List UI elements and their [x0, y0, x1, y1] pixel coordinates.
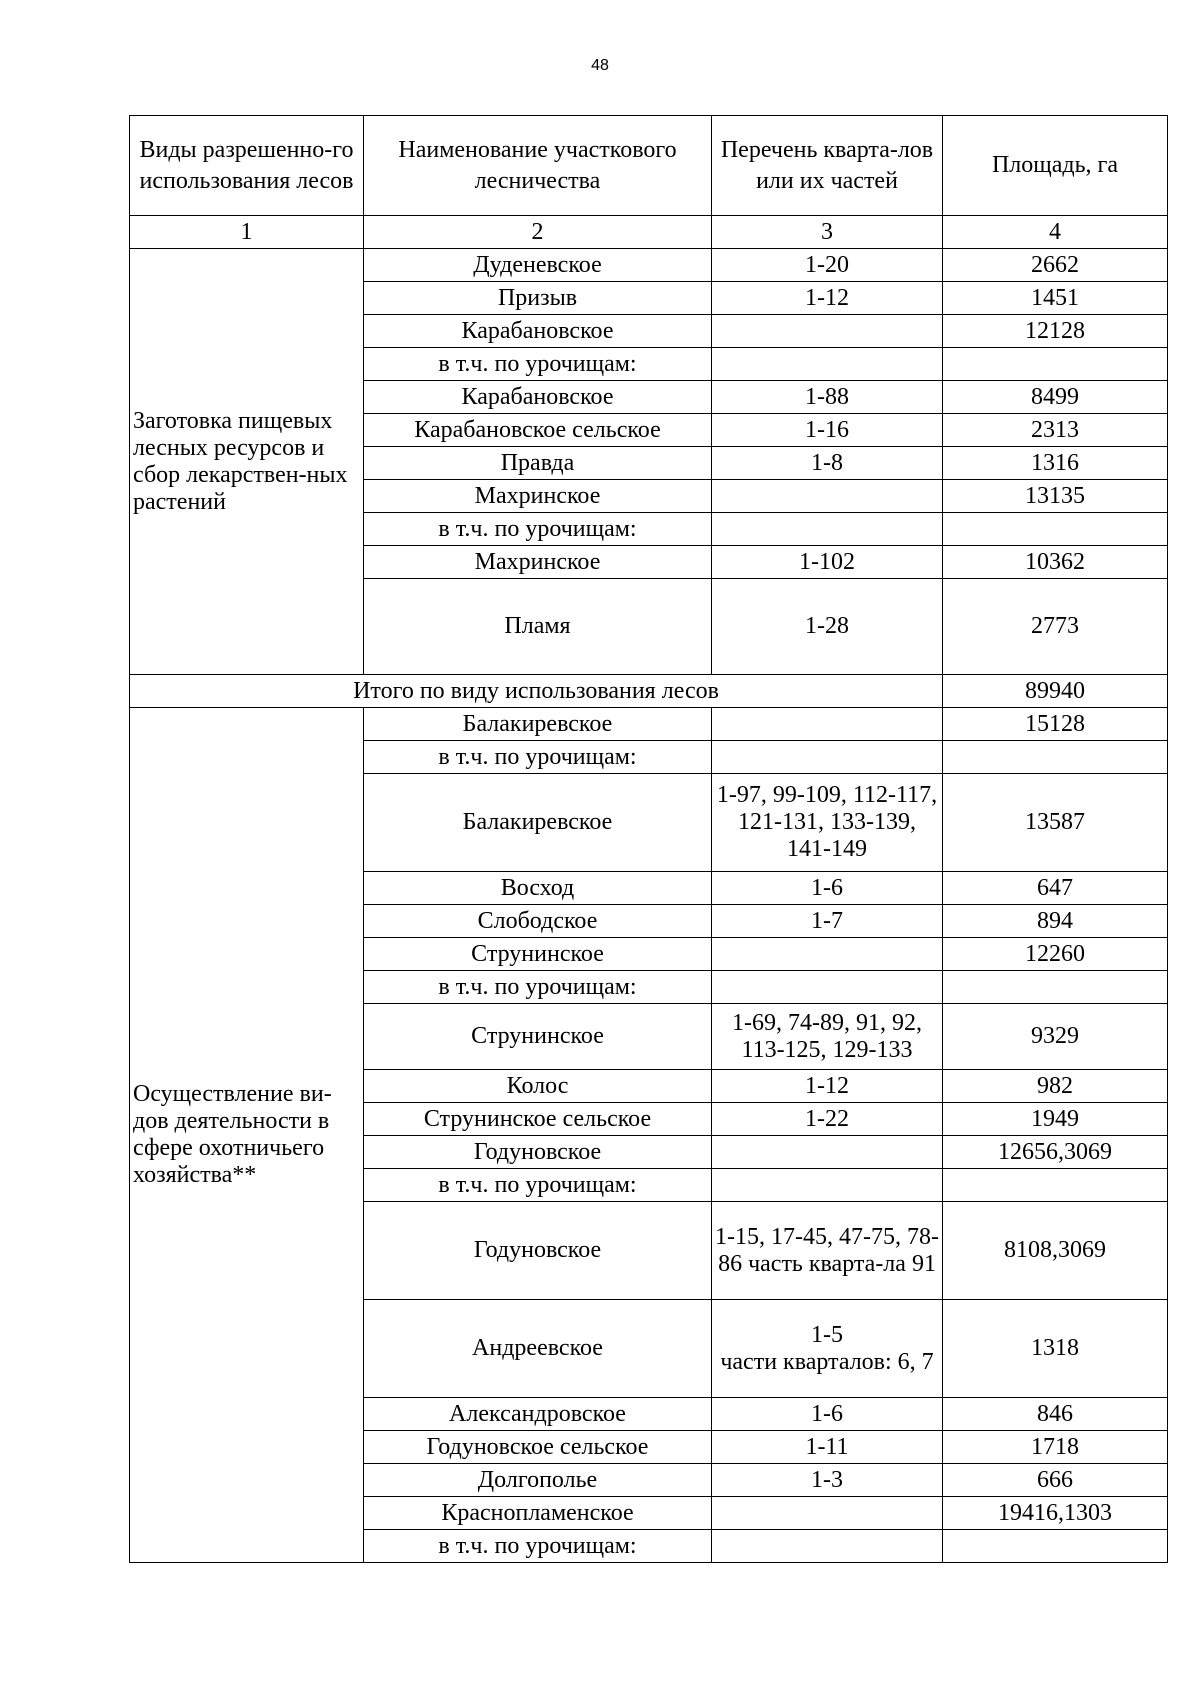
table-row: [130, 249, 1168, 282]
quarters: [712, 1497, 943, 1530]
column-number-row: [130, 216, 1168, 249]
quarters: [712, 513, 943, 546]
quarters: [712, 1530, 943, 1563]
forestry-name: Андреевское: [364, 1300, 712, 1398]
area: 15128: [943, 708, 1168, 741]
area: [943, 513, 1168, 546]
area: 12656,3069: [943, 1136, 1168, 1169]
quarters: 1-6: [712, 1398, 943, 1431]
area: 13135: [943, 480, 1168, 513]
quarters: 1-8: [712, 447, 943, 480]
quarters: 1-69, 74-89, 91, 92, 113-125, 129-133: [712, 1004, 943, 1070]
forestry-name: Махринское: [364, 546, 712, 579]
quarters: 1-15, 17-45, 47-75, 78-86 часть кварта-ла 91: [712, 1202, 943, 1300]
area: 982: [943, 1070, 1168, 1103]
quarters: 1-16: [712, 414, 943, 447]
forest-use-table: [129, 115, 1168, 1563]
forestry-name: Призыв: [364, 282, 712, 315]
forestry-name: Струнинское: [364, 938, 712, 971]
forestry-name: Александровское: [364, 1398, 712, 1431]
area: 2662: [943, 249, 1168, 282]
quarters: 1-3: [712, 1464, 943, 1497]
area: 846: [943, 1398, 1168, 1431]
quarters: [712, 971, 943, 1004]
area: 666: [943, 1464, 1168, 1497]
forestry-name: Балакиревское: [364, 774, 712, 872]
forestry-name: Правда: [364, 447, 712, 480]
area: 647: [943, 872, 1168, 905]
forestry-name: Карабановское сельское: [364, 414, 712, 447]
forestry-name: Пламя: [364, 579, 712, 675]
quarters: 1-28: [712, 579, 943, 675]
forestry-name: Восход: [364, 872, 712, 905]
area: 13587: [943, 774, 1168, 872]
quarters: 1-7: [712, 905, 943, 938]
page-number: 48: [591, 57, 609, 74]
forestry-name: Годуновское: [364, 1136, 712, 1169]
forestry-name: Махринское: [364, 480, 712, 513]
area: 1949: [943, 1103, 1168, 1136]
forestry-name: Краснопламенское: [364, 1497, 712, 1530]
area: 9329: [943, 1004, 1168, 1070]
quarters: 1-22: [712, 1103, 943, 1136]
quarters: [712, 1300, 943, 1398]
forestry-name: Балакиревское: [364, 708, 712, 741]
quarters: 1-88: [712, 381, 943, 414]
area: [943, 741, 1168, 774]
area: [943, 971, 1168, 1004]
quarters: [712, 1136, 943, 1169]
area: 2773: [943, 579, 1168, 675]
area: [943, 1530, 1168, 1563]
col-number: 2: [364, 216, 712, 249]
quarters: [712, 938, 943, 971]
area: 1316: [943, 447, 1168, 480]
quarters: 1-11: [712, 1431, 943, 1464]
forestry-name: в т.ч. по урочищам:: [364, 1530, 712, 1563]
forestry-name: Годуновское сельское: [364, 1431, 712, 1464]
forestry-name: в т.ч. по урочищам:: [364, 971, 712, 1004]
header-col3: Перечень кварта-лов или их частей: [712, 116, 943, 216]
col-number: 4: [943, 216, 1168, 249]
area: 19416,1303: [943, 1497, 1168, 1530]
area: 1718: [943, 1431, 1168, 1464]
quarters: [712, 315, 943, 348]
quarters: [712, 480, 943, 513]
area: 8499: [943, 381, 1168, 414]
quarters: [712, 741, 943, 774]
quarters: 1-20: [712, 249, 943, 282]
header-col2: Наименование участкового лесничества: [364, 116, 712, 216]
area: 10362: [943, 546, 1168, 579]
total-row: [130, 675, 1168, 708]
forestry-name: Долгополье: [364, 1464, 712, 1497]
total-area: 89940: [943, 675, 1168, 708]
forestry-name: Слободское: [364, 905, 712, 938]
area: 894: [943, 905, 1168, 938]
area: 12260: [943, 938, 1168, 971]
quarters-line: части кварталов: 6, 7: [720, 1348, 934, 1375]
header-col4: Площадь, га: [943, 116, 1168, 216]
total-label: Итого по виду использования лесов: [130, 675, 943, 708]
forestry-name: Дуденевское: [364, 249, 712, 282]
forestry-name: в т.ч. по урочищам:: [364, 348, 712, 381]
forestry-name: Карабановское: [364, 381, 712, 414]
table-row: [130, 708, 1168, 741]
use-type-food-resources: Заготовка пищевых лесных ресурсов и сбор лекарствен-ных растений: [130, 249, 364, 675]
area: 8108,3069: [943, 1202, 1168, 1300]
quarters-line: 1-5: [811, 1321, 843, 1348]
header-row: [130, 116, 1168, 216]
quarters: 1-102: [712, 546, 943, 579]
quarters: 1-12: [712, 1070, 943, 1103]
forestry-name: в т.ч. по урочищам:: [364, 513, 712, 546]
quarters: 1-12: [712, 282, 943, 315]
quarters: 1-6: [712, 872, 943, 905]
quarters: [712, 348, 943, 381]
col-number: 3: [712, 216, 943, 249]
area: 2313: [943, 414, 1168, 447]
use-type-hunting: Осуществление ви-дов деятельности в сфере охотничьего хозяйства**: [130, 708, 364, 1563]
forestry-name: Струнинское сельское: [364, 1103, 712, 1136]
col-number: 1: [130, 216, 364, 249]
forestry-name: Колос: [364, 1070, 712, 1103]
forestry-name: в т.ч. по урочищам:: [364, 741, 712, 774]
header-col1: Виды разрешенно-го использования лесов: [130, 116, 364, 216]
quarters: 1-97, 99-109, 112-117, 121-131, 133-139, 141-149: [712, 774, 943, 872]
forestry-name: Годуновское: [364, 1202, 712, 1300]
quarters: [712, 708, 943, 741]
area: 12128: [943, 315, 1168, 348]
forestry-name: в т.ч. по урочищам:: [364, 1169, 712, 1202]
forestry-name: Карабановское: [364, 315, 712, 348]
area: 1451: [943, 282, 1168, 315]
forestry-name: Струнинское: [364, 1004, 712, 1070]
area: [943, 348, 1168, 381]
quarters: [712, 1169, 943, 1202]
area: 1318: [943, 1300, 1168, 1398]
area: [943, 1169, 1168, 1202]
